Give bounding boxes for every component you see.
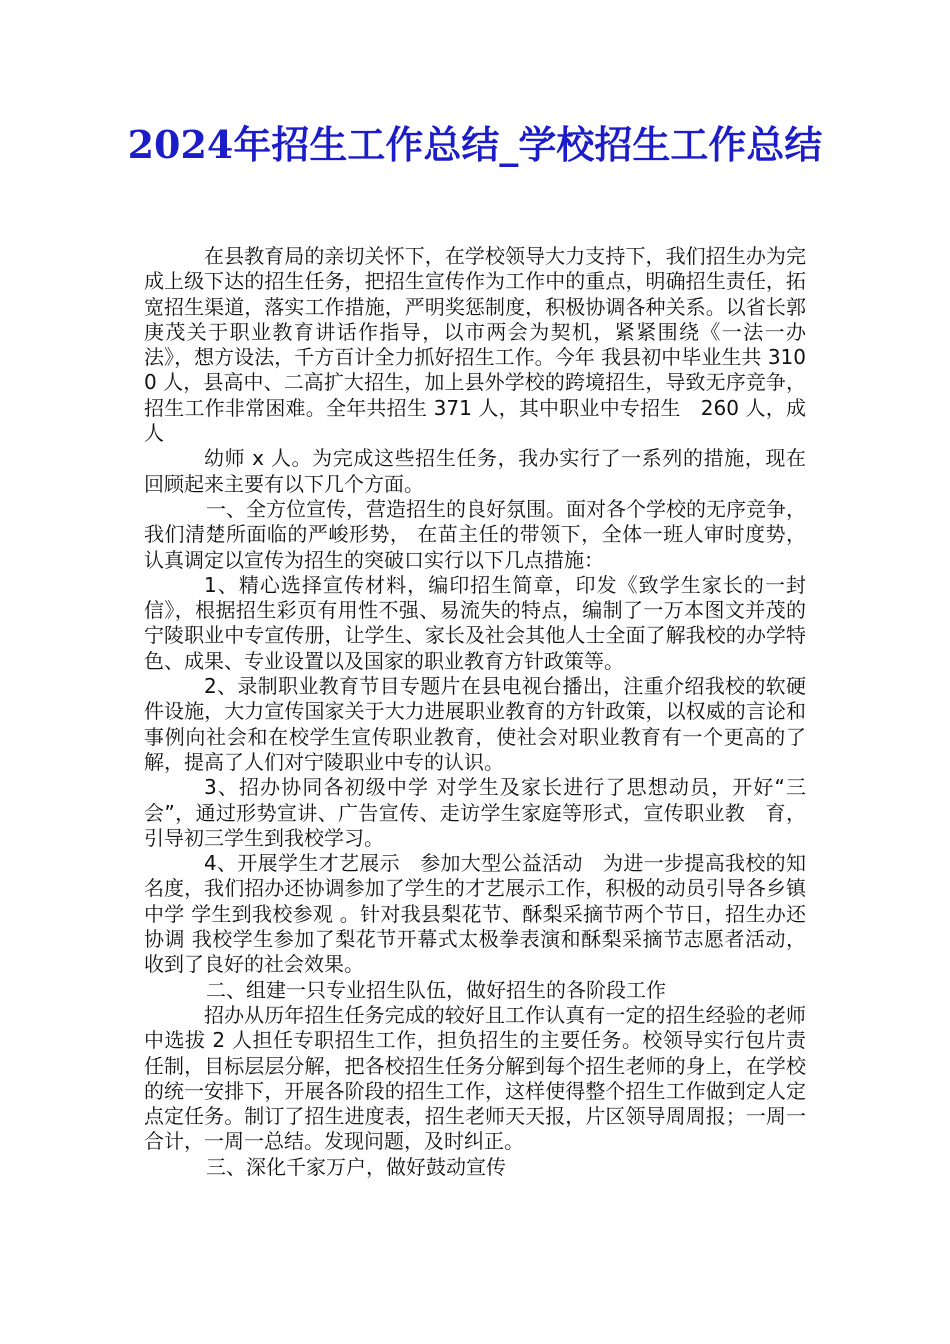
paragraph-intro-continued: 幼师 x 人。为完成这些招生任务，我办实行了一系列的措施，现在回顾起来主要有以下几个方面。 [144,446,806,496]
measure-four-paragraph: 4、开展学生才艺展示 参加大型公益活动 为进一步提高我校的知名度，我们招办还协调参加了学生的才艺展示工作，积极的动员引导各乡镇中学 学生到我校参观 。针对我县梨花节、酥梨采摘节两个节日，招生办还协调 我校学生参加了梨花节开幕式太极拳表演和酥梨采摘节志愿者活动，收到了良好的社会效果。 [144,851,806,977]
document-body [144,244,806,1180]
document-title: 2024年招生工作总结_学校招生工作总结 [127,122,823,167]
section-two-paragraph: 招办从历年招生任务完成的较好且工作认真有一定的招生经验的老师中选拔 2 人担任专职招生工作，担负招生的主要任务。校领导实行包片责任制，目标层层分解，把各校招生任务分解到每个招生老师的身上，在学校的统一安排下，开展各阶段的招生工作，这样使得整个招生工作做到定人定点定任务。制订了招生进度表，招生老师天天报，片区领导周周报；一周一合计，一周一总结。发现问题，及时纠正。 [144,1002,806,1154]
section-two-heading: 二、组建一只专业招生队伍，做好招生的各阶段工作 [206,977,666,1002]
measure-two-paragraph: 2、录制职业教育节目专题片在县电视台播出，注重介绍我校的软硬件设施，大力宣传国家关于大力进展职业教育的方针政策，以权威的言论和事例向社会和在校学生宣传职业教育，使社会对职业教育有一个更高的了解，提高了人们对宁陵职业中专的认识。 [144,674,806,774]
paragraph-intro: 在县教育局的亲切关怀下，在学校领导大力支持下，我们招生办为完成上级下达的招生任务，把招生宣传作为工作中的重点，明确招生责任，拓宽招生渠道，落实工作措施，严明奖惩制度，积极协调各种关系。以省长郭庚茂关于职业教育讲话作指导，以市两会为契机，紧紧围绕《一法一办法》，想方设法，千方百计全力抓好招生工作。今年 我县初中毕业生共 3100 人，县高中、二高扩大招生，加上县外学校的跨境招生，导致无序竞争，招生工作非常困难。全年共招生 371 人，其中职业中专招生 260 人，成人 [144,244,806,446]
section-three-heading: 三、深化千家万户，做好鼓动宣传 [206,1154,506,1179]
measure-one-paragraph: 1、精心选择宣传材料，编印招生简章，印发《致学生家长的一封信》，根据招生彩页有用性不强、易流失的特点，编制了一万本图文并茂的宁陵职业中专宣传册，让学生、家长及社会其他人士全面了解我校的办学特色、成果、专业设置以及国家的职业教育方针政策等。 [144,572,806,673]
section-one-paragraph: 一、全方位宣传，营造招生的良好氛围。面对各个学校的无序竞争，我们清楚所面临的严峻形势， 在苗主任的带领下，全体一班人审时度势，认真调定以宣传为招生的突破口实行以下几点措施： [144,496,806,572]
measure-three-paragraph: 3、招办协同各初级中学 对学生及家长进行了思想动员，开好“三会”，通过形势宣讲、广告宣传、走访学生家庭等形式，宣传职业教 育，引导初三学生到我校学习。 [144,775,806,850]
